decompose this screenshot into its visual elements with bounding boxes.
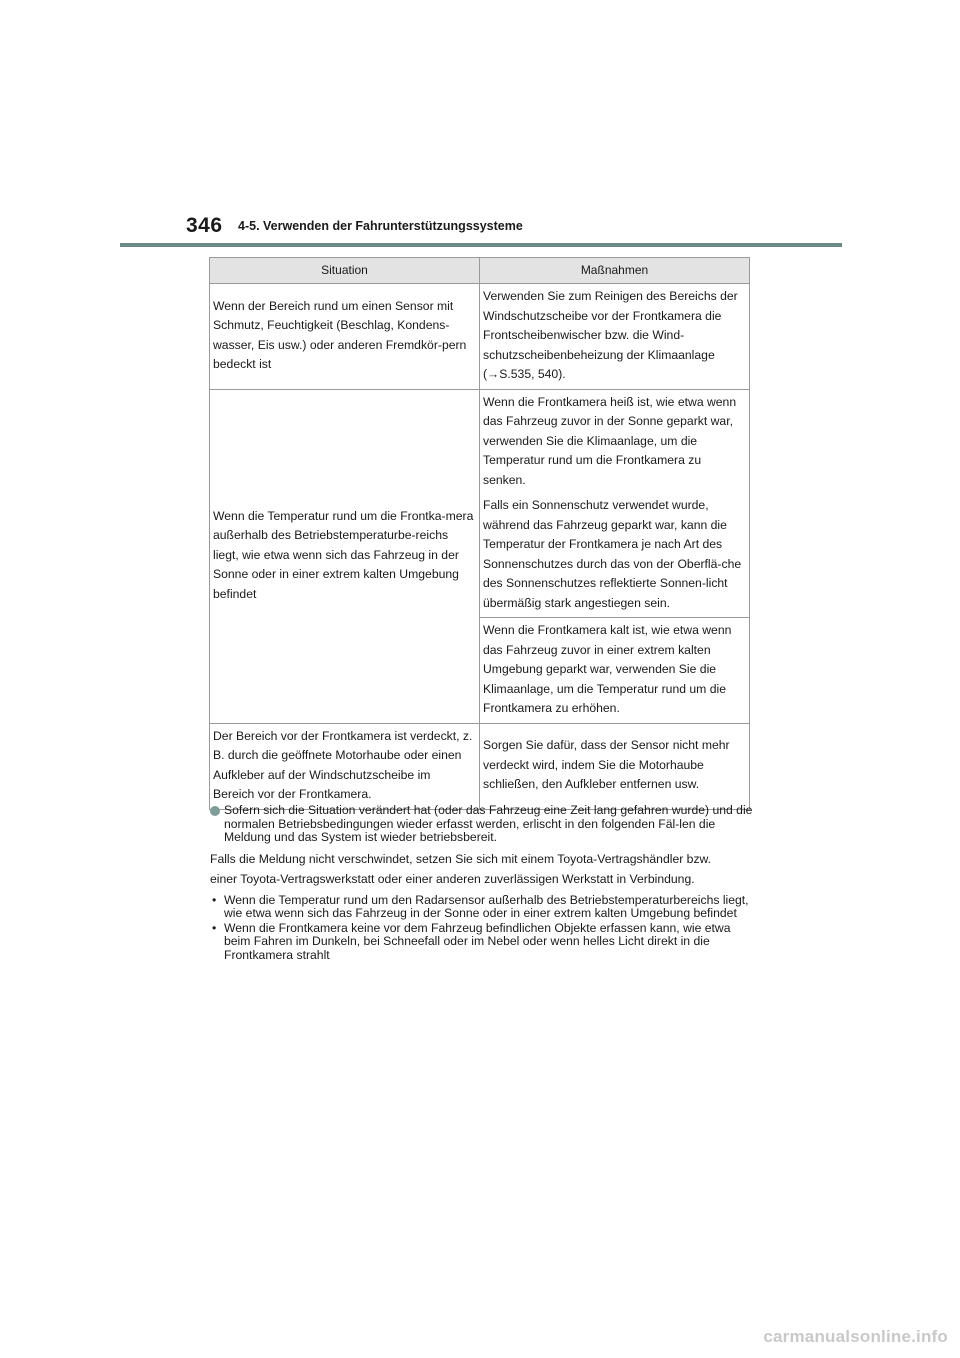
table-row (210, 389, 750, 618)
measures-cell (480, 618, 750, 724)
page-number: 346 (186, 214, 223, 237)
situation-cell (210, 389, 480, 723)
section-title: 4-5. Verwenden der Fahrunterstützungssysteme (238, 219, 523, 233)
situation-cell (210, 284, 480, 390)
circle-note-text: Sofern sich die Situation verändert hat (oder das Fahrzeug eine Zeit lang gefahren wurde) und die normalen Betriebsbedingungen wieder erfasst werden, erlischt in den folgenden Fäl-len die Meldung und das System ist wieder betriebsbereit. (224, 803, 753, 844)
list-item-text: Wenn die Frontkamera keine vor dem Fahrzeug befindlichen Objekte erfassen kann, wie etwa beim Fahren im Dunkeln, bei Schneefall oder im Nebel oder wenn helles Licht direkt in die Frontkamera strahlt (224, 920, 731, 962)
paragraph: Falls die Meldung nicht verschwindet, setzen Sie sich mit einem Toyota-Vertragshändler bzw. (210, 851, 712, 866)
column-header-situation: Situation (210, 258, 480, 284)
paragraph: einer Toyota-Vertragswerkstatt oder einer anderen zuverlässigen Werkstatt in Verbindung. (210, 871, 695, 886)
bullet-list (210, 894, 755, 963)
column-header-measures: Maßnahmen (480, 258, 750, 284)
situation-table (209, 257, 750, 810)
header-rule (120, 243, 842, 247)
situation-text: Wenn der Bereich rund um einen Sensor mit Schmutz, Feuchtigkeit (Beschlag, Kondens-wasser, Eis usw.) oder anderen Fremdkör-pern bedeckt ist (213, 298, 467, 372)
bullet-icon: • (212, 920, 217, 935)
measures-text: Wenn die Frontkamera heiß ist, wie etwa wenn das Fahrzeug zuvor in der Sonne geparkt war, verwenden Sie die Klimaanlage, um die Temperatur rund um die Frontkamera zu senken. (483, 394, 737, 487)
notes-section (210, 804, 755, 963)
measures-text: Wenn die Frontkamera kalt ist, wie etwa wenn das Fahrzeug zuvor in einer extrem kalten Umgebung geparkt war, verwenden Sie die Klimaanlage, um die Temperatur rund um die Frontkamera zu erhöhen. (483, 623, 732, 715)
situation-cell (210, 723, 480, 809)
watermark: carmanualsonline.info (763, 1327, 948, 1346)
bullet-icon: • (212, 892, 217, 907)
measures-cell (480, 723, 750, 809)
measures-text: Verwenden Sie zum Reinigen des Bereichs der Windschutzscheibe vor der Frontkamera die Frontscheibenwischer bzw. die Wind-schutzscheibenbeheizung der Klimaanlage (→S.535, 540). (483, 289, 738, 381)
situation-text: Wenn die Temperatur rund um die Frontka-mera außerhalb des Betriebstemperaturbe-reichs liegt, wie etwa wenn sich das Fahrzeug in der Sonne oder in einer extrem kalten Umgebung befindet (213, 508, 474, 601)
circle-note (210, 804, 755, 845)
measures-cell (480, 284, 750, 390)
table-header-row (210, 258, 750, 284)
list-item (210, 922, 755, 963)
table-row (210, 723, 750, 809)
measures-text: Falls ein Sonnenschutz verwendet wurde, während das Fahrzeug geparkt war, kann die Temperatur der Frontkamera je nach Art des Sonnenschutzes durch das von der Oberflä-che des Sonnenschutzes reflektierte Sonnen-licht übermäßig stark angestiegen sein. (483, 498, 742, 610)
measures-cell (480, 389, 750, 618)
list-item (210, 894, 755, 921)
circle-bullet-icon (210, 806, 220, 816)
situation-text: Der Bereich vor der Frontkamera ist verdeckt, z. B. durch die geöffnete Motorhaube oder einen Aufkleber auf der Windschutzscheibe im Bereich vor der Frontkamera. (213, 728, 473, 801)
table-row (210, 284, 750, 390)
measures-text: Sorgen Sie dafür, dass der Sensor nicht mehr verdeckt wird, indem Sie die Motorhaube schließen, den Aufkleber entfernen usw. (483, 738, 730, 792)
list-item-text: Wenn die Temperatur rund um den Radarsensor außerhalb des Betriebstemperaturbereichs liegt, wie etwa wenn sich das Fahrzeug in der Sonne oder in einer extrem kalten Umgebung befindet (224, 892, 749, 920)
